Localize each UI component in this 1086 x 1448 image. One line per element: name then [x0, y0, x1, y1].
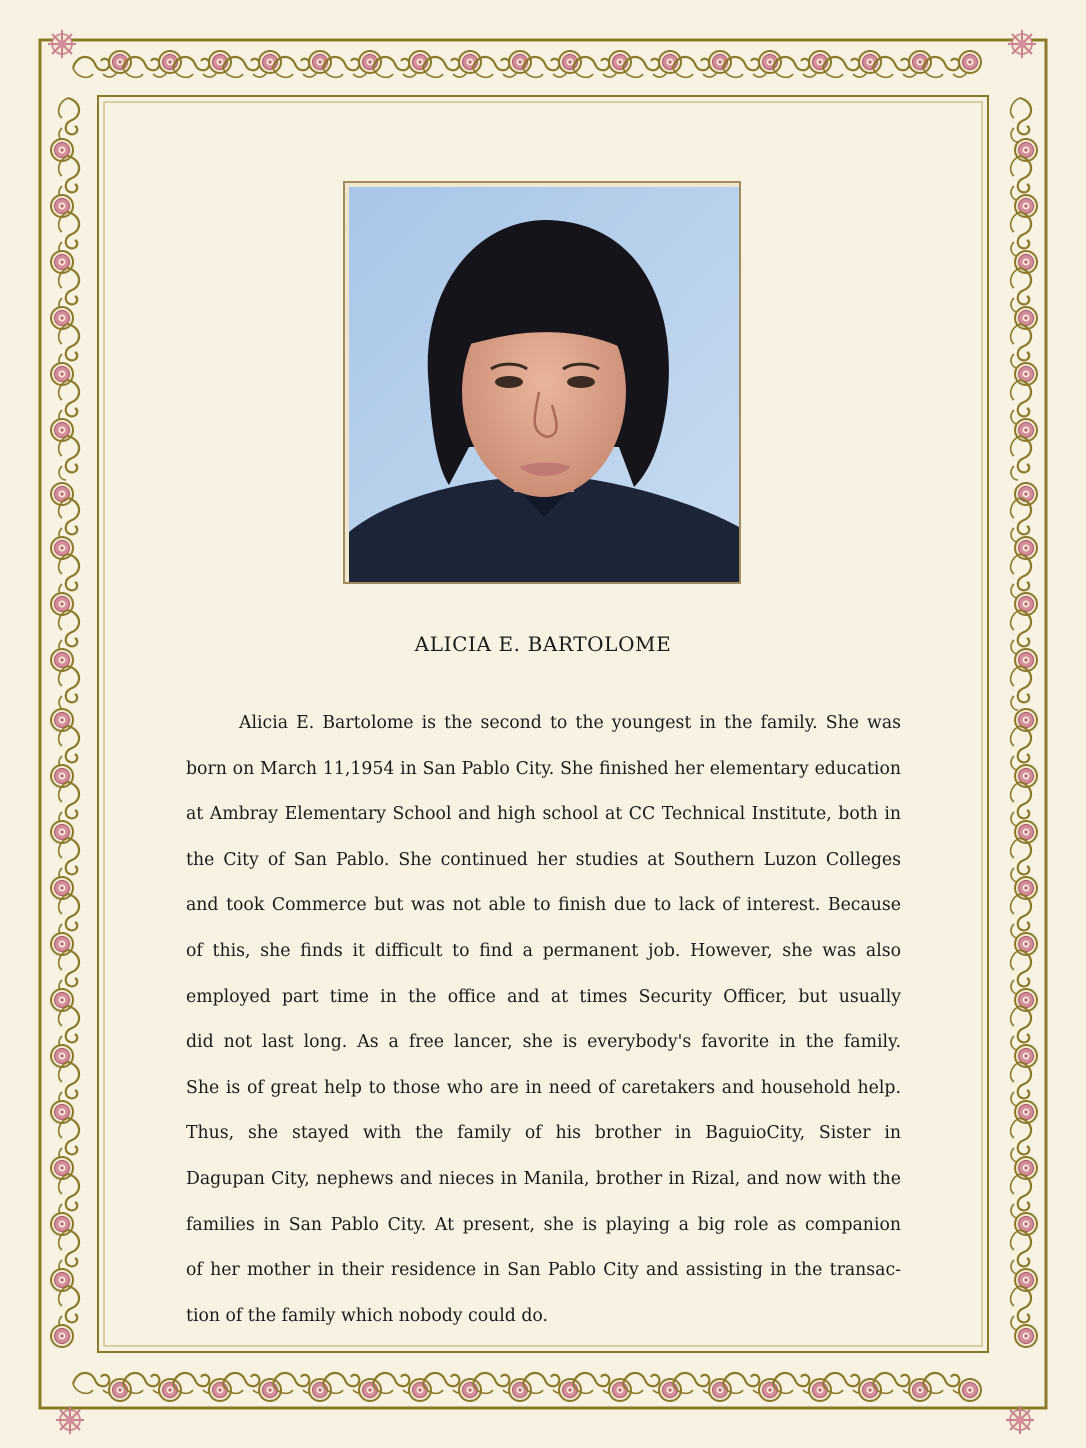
bio-line: employed part time in the office and at times Security Officer, but usually: [186, 986, 901, 1007]
bio-line: families in San Pablo City. At present, she is playing a big role as companion: [186, 1214, 901, 1235]
biography-paragraph: [186, 701, 901, 1339]
bio-line: and took Commerce but was not able to finish due to lack of interest. Because: [186, 895, 901, 916]
bio-line: born on March 11,1954 in San Pablo City. She finished her elementary education: [186, 758, 901, 779]
person-name: ALICIA E. BARTOLOME: [414, 632, 672, 656]
bio-line: of this, she finds it difficult to find a permanent job. However, she was also: [186, 940, 901, 961]
bio-line: at Ambray Elementary School and high school at CC Technical Institute, both in: [186, 804, 901, 825]
bio-line: She is of great help to those who are in need of caretakers and household help.: [186, 1077, 901, 1098]
bio-line: Alicia E. Bartolome is the second to the youngest in the family. She was: [239, 713, 901, 733]
bio-line: tion of the family which nobody could do.: [186, 1305, 549, 1326]
portrait-illustration: [349, 187, 739, 582]
bio-line: the City of San Pablo. She continued her studies at Southern Luzon Colleges: [186, 849, 901, 870]
bio-line: did not last long. As a free lancer, she is everybody's favorite in the family.: [186, 1032, 901, 1053]
bio-line: Thus, she stayed with the family of his brother in BaguioCity, Sister in: [186, 1123, 901, 1144]
portrait-photo: [343, 181, 741, 584]
bio-line: of her mother in their residence in San Pablo City and assisting in the transac-: [186, 1260, 901, 1281]
bio-line: Dagupan City, nephews and nieces in Manila, brother in Rizal, and now with the: [186, 1168, 901, 1189]
